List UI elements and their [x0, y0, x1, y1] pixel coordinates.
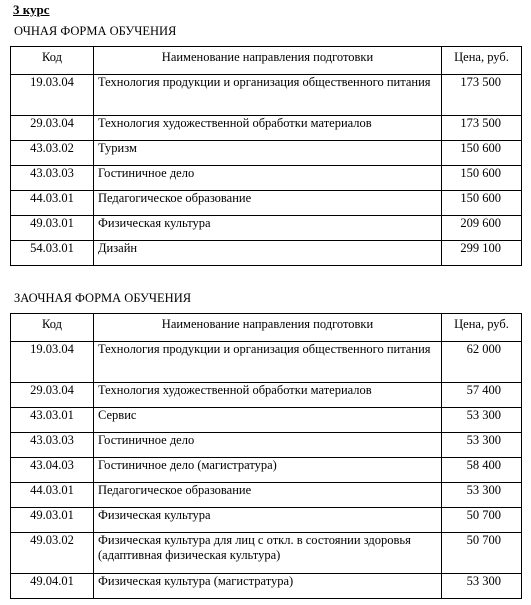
- row-name: Физическая культура: [94, 216, 442, 241]
- row-price: 173 500: [442, 116, 522, 141]
- row-price: 58 400: [442, 458, 522, 483]
- row-code: 43.04.03: [11, 458, 94, 483]
- price-table-fulltime: [10, 46, 522, 266]
- column-header-name: Наименование направления подготовки: [94, 47, 442, 75]
- column-header-code: Код: [11, 47, 94, 75]
- column-header-price: Цена, руб.: [442, 314, 522, 342]
- row-code: 44.03.01: [11, 191, 94, 216]
- table-row: [11, 383, 522, 408]
- row-name: Физическая культура (магистратура): [94, 574, 442, 599]
- row-name: Физическая культура для лиц с откл. в состоянии здоровья (адаптивная физическая культура): [94, 533, 442, 574]
- row-code: 49.03.01: [11, 216, 94, 241]
- row-price: 57 400: [442, 383, 522, 408]
- table-header-row: [11, 314, 522, 342]
- table-row: [11, 241, 522, 266]
- price-table-correspondence: [10, 313, 522, 599]
- table-row: [11, 408, 522, 433]
- row-name: Педагогическое образование: [94, 191, 442, 216]
- row-price: 299 100: [442, 241, 522, 266]
- row-name: Туризм: [94, 141, 442, 166]
- row-code: 19.03.04: [11, 75, 94, 116]
- row-price: 62 000: [442, 342, 522, 383]
- row-price: 209 600: [442, 216, 522, 241]
- table-header-row: [11, 47, 522, 75]
- table-row: [11, 191, 522, 216]
- row-name: Гостиничное дело (магистратура): [94, 458, 442, 483]
- table-row: [11, 75, 522, 116]
- row-price: 53 300: [442, 408, 522, 433]
- row-price: 50 700: [442, 533, 522, 574]
- row-price: 150 600: [442, 191, 522, 216]
- row-name: Гостиничное дело: [94, 166, 442, 191]
- row-name: Дизайн: [94, 241, 442, 266]
- row-code: 49.03.01: [11, 508, 94, 533]
- section-title-correspondence: ЗАОЧНАЯ ФОРМА ОБУЧЕНИЯ: [14, 291, 192, 305]
- row-code: 49.03.02: [11, 533, 94, 574]
- row-code: 54.03.01: [11, 241, 94, 266]
- row-code: 43.03.01: [11, 408, 94, 433]
- row-name: Гостиничное дело: [94, 433, 442, 458]
- table-row: [11, 574, 522, 599]
- row-code: 19.03.04: [11, 342, 94, 383]
- row-name: Сервис: [94, 408, 442, 433]
- row-price: 50 700: [442, 508, 522, 533]
- table-row: [11, 116, 522, 141]
- row-name: Технология продукции и организация общественного питания: [94, 75, 442, 116]
- table-row: [11, 216, 522, 241]
- row-price: 53 300: [442, 574, 522, 599]
- row-code: 43.03.03: [11, 433, 94, 458]
- section-title-fulltime: ОЧНАЯ ФОРМА ОБУЧЕНИЯ: [14, 24, 177, 38]
- row-code: 44.03.01: [11, 483, 94, 508]
- table-row: [11, 342, 522, 383]
- column-header-name: Наименование направления подготовки: [94, 314, 442, 342]
- row-code: 43.03.03: [11, 166, 94, 191]
- course-label: 3 курс: [13, 2, 50, 17]
- row-code: 29.03.04: [11, 383, 94, 408]
- row-price: 150 600: [442, 141, 522, 166]
- table-row: [11, 508, 522, 533]
- row-name: Технология художественной обработки материалов: [94, 383, 442, 408]
- table-row: [11, 533, 522, 574]
- table-row: [11, 166, 522, 191]
- row-name: Технология продукции и организация общественного питания: [94, 342, 442, 383]
- column-header-code: Код: [11, 314, 94, 342]
- row-name: Физическая культура: [94, 508, 442, 533]
- row-price: 173 500: [442, 75, 522, 116]
- row-price: 53 300: [442, 483, 522, 508]
- row-price: 53 300: [442, 433, 522, 458]
- table-row: [11, 458, 522, 483]
- table-row: [11, 433, 522, 458]
- row-name: Технология художественной обработки материалов: [94, 116, 442, 141]
- column-header-price: Цена, руб.: [442, 47, 522, 75]
- row-code: 29.03.04: [11, 116, 94, 141]
- row-name: Педагогическое образование: [94, 483, 442, 508]
- table-row: [11, 141, 522, 166]
- row-price: 150 600: [442, 166, 522, 191]
- row-code: 43.03.02: [11, 141, 94, 166]
- table-row: [11, 483, 522, 508]
- row-code: 49.04.01: [11, 574, 94, 599]
